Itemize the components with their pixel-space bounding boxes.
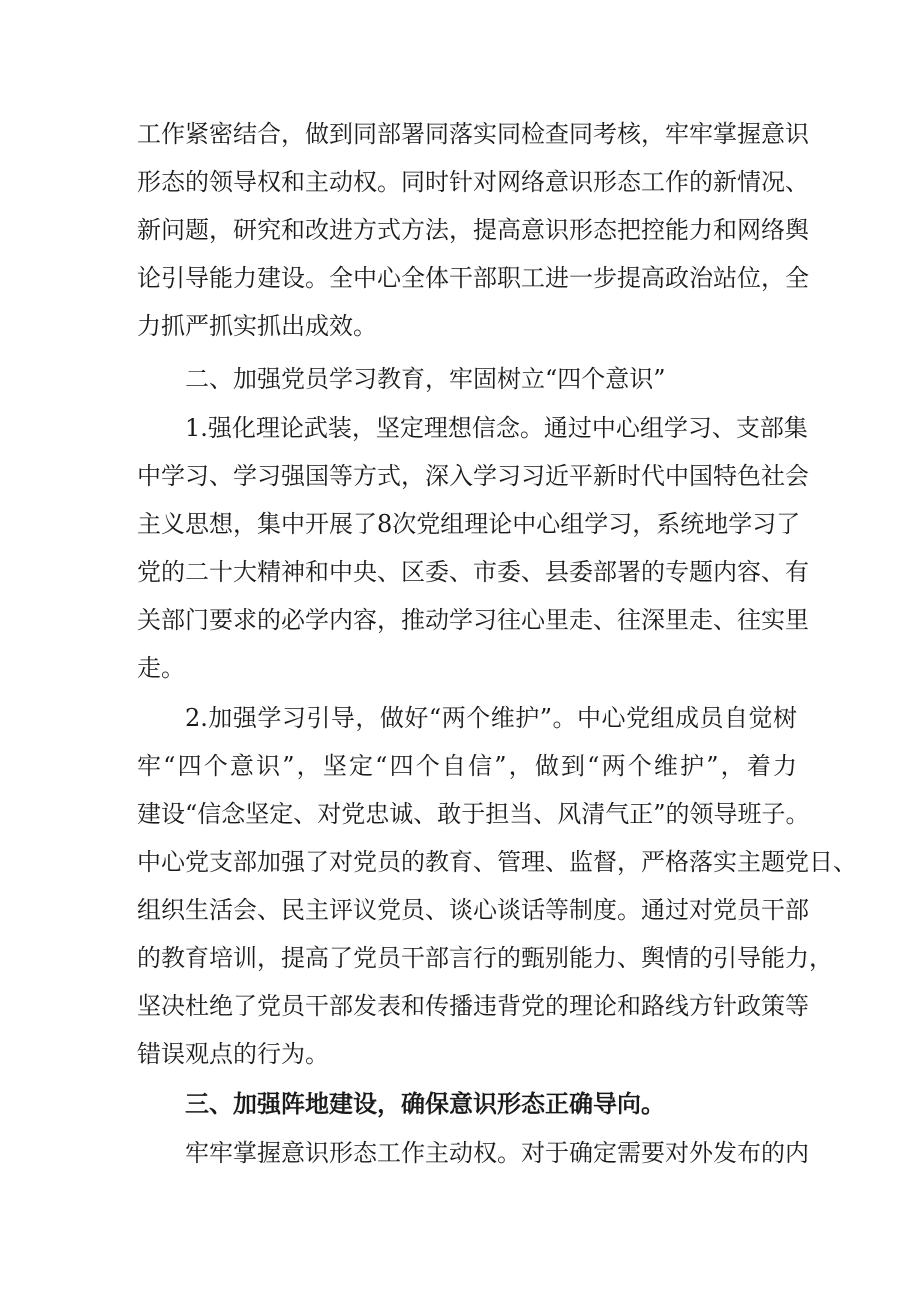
paragraph-line: 形态的领导权和主动权。同时针对网络意识形态工作的新情况、 [137,168,809,196]
paragraph-line: 新问题，研究和改进方式方法，提高意识形态把控能力和网络舆 [137,216,809,244]
paragraph-line: 的教育培训，提高了党员干部言行的甄别能力、舆情的引导能力， [137,944,833,972]
paragraph-line: 1.强化理论武装，坚定理想信念。通过中心组学习、支部集 [185,414,808,442]
paragraph-line: 走。 [137,654,185,682]
section-heading: 三、加强阵地建设，确保意识形态正确导向。 [185,1090,665,1118]
paragraph-line: 坚决杜绝了党员干部发表和传播违背党的理论和路线方针政策等 [137,992,809,1020]
paragraph-line: 工作紧密结合，做到同部署同落实同检查同考核，牢牢掌握意识 [137,120,809,148]
paragraph-line: 2.加强学习引导，做好“两个维护”。中心党组成员自觉树 [185,704,797,732]
paragraph-line: 中学习、学习强国等方式，深入学习习近平新时代中国特色社会 [137,462,809,490]
paragraph-line: 建设“信念坚定、对党忠诚、敢于担当、风清气正”的领导班子。 [137,800,810,828]
paragraph-line: 牢牢掌握意识形态工作主动权。对于确定需要对外发布的内 [185,1139,809,1167]
paragraph-line: 牢“四个意识”，坚定“四个自信”，做到“两个维护”，着力 [137,752,797,780]
paragraph-line: 错误观点的行为。 [137,1040,329,1068]
paragraph-line: 关部门要求的必学内容，推动学习往心里走、往深里走、往实里 [137,606,809,634]
paragraph-line: 力抓严抓实抓出成效。 [137,312,377,340]
section-heading: 二、加强党员学习教育，牢固树立“四个意识” [185,365,666,393]
paragraph-line: 主义思想，集中开展了8次党组理论中心组学习，系统地学习了 [137,510,801,538]
paragraph-line: 中心党支部加强了对党员的教育、管理、监督，严格落实主题党日、 [137,848,857,876]
paragraph-line: 组织生活会、民主评议党员、谈心谈话等制度。通过对党员干部 [137,896,809,924]
paragraph-line: 论引导能力建设。全中心全体干部职工进一步提高政治站位，全 [137,264,809,292]
paragraph-line: 党的二十大精神和中央、区委、市委、县委部署的专题内容、有 [137,558,809,586]
